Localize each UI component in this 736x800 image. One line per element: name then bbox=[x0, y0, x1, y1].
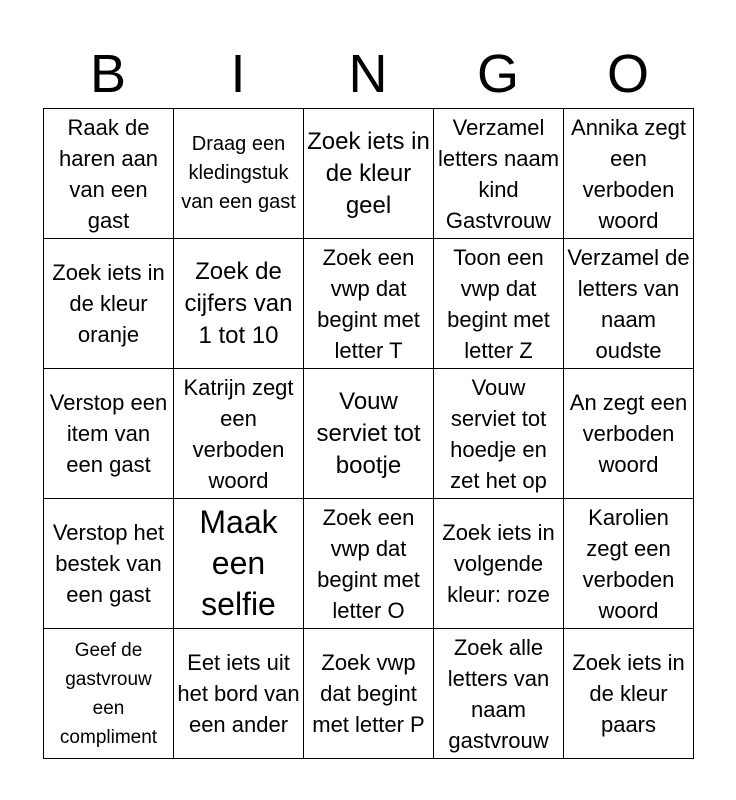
bingo-header bbox=[43, 40, 693, 108]
bingo-cell-r2c3[interactable] bbox=[304, 239, 434, 369]
bingo-cell-r4c3[interactable] bbox=[304, 499, 434, 629]
bingo-cell-r5c2[interactable] bbox=[174, 629, 304, 759]
bingo-cell-r1c1[interactable] bbox=[44, 109, 174, 239]
cell-text: Katrijn zegt een verboden woord bbox=[183, 374, 294, 493]
cell-text: Verzamel letters naam kind Gastvrouw bbox=[437, 114, 560, 233]
bingo-cell-r5c1[interactable] bbox=[44, 629, 174, 759]
cell-text: An zegt een verboden woord bbox=[569, 390, 688, 477]
cell-text: Zoek iets in de kleur paars bbox=[572, 650, 685, 737]
bingo-cell-r1c4[interactable] bbox=[434, 109, 564, 239]
cell-text: Maak een selfie bbox=[199, 504, 278, 622]
bingo-cell-r3c4[interactable] bbox=[434, 369, 564, 499]
bingo-cell-r2c1[interactable] bbox=[44, 239, 174, 369]
header-letter-n: N bbox=[348, 44, 388, 104]
bingo-cell-r1c5[interactable] bbox=[564, 109, 694, 239]
cell-text: Zoek alle letters van naam gastvrouw bbox=[447, 634, 550, 753]
cell-text: Zoek vwp dat begint met letter P bbox=[312, 650, 425, 737]
cell-text: Toon een vwp dat begint met letter Z bbox=[447, 244, 550, 363]
header-letter-o: O bbox=[606, 44, 649, 104]
cell-text: Zoek iets in de kleur oranje bbox=[52, 260, 165, 347]
bingo-cell-r5c4[interactable] bbox=[434, 629, 564, 759]
header-letter-i: I bbox=[230, 44, 246, 104]
cell-text: Geef de gastvrouw een compliment bbox=[59, 639, 158, 748]
cell-text: Verzamel de letters van naam oudste bbox=[567, 244, 690, 363]
cell-text: Eet iets uit het bord van een ander bbox=[177, 650, 300, 737]
cell-text: Zoek de cijfers van 1 tot 10 bbox=[184, 257, 293, 349]
bingo-cell-r1c3[interactable] bbox=[304, 109, 434, 239]
cell-text: Vouw serviet tot hoedje en zet het op bbox=[450, 374, 547, 493]
bingo-cell-r4c4[interactable] bbox=[434, 499, 564, 629]
bingo-cell-r5c3[interactable] bbox=[304, 629, 434, 759]
cell-text: Annika zegt een verboden woord bbox=[571, 114, 686, 233]
cell-text: Raak de haren aan van een gast bbox=[58, 114, 159, 233]
bingo-cell-r2c5[interactable] bbox=[564, 239, 694, 369]
header-letter-b: B bbox=[89, 44, 127, 104]
bingo-cell-r3c3[interactable] bbox=[304, 369, 434, 499]
cell-text: Zoek een vwp dat begint met letter O bbox=[317, 504, 420, 623]
cell-text: Verstop een item van een gast bbox=[49, 390, 168, 477]
bingo-cell-r3c2[interactable] bbox=[174, 369, 304, 499]
cell-text: Vouw serviet tot bootje bbox=[316, 387, 421, 479]
cell-text: Karolien zegt een verboden woord bbox=[582, 504, 675, 623]
bingo-cell-r4c2[interactable] bbox=[174, 499, 304, 629]
bingo-cell-r1c2[interactable] bbox=[174, 109, 304, 239]
cell-text: Zoek een vwp dat begint met letter T bbox=[317, 244, 420, 363]
bingo-grid bbox=[43, 108, 694, 759]
cell-text: Verstop het bestek van een gast bbox=[52, 520, 165, 607]
header-letter-g: G bbox=[476, 44, 519, 104]
cell-text: Draag een kledingstuk van een gast bbox=[181, 133, 296, 213]
bingo-cell-r5c5[interactable] bbox=[564, 629, 694, 759]
bingo-cell-r4c5[interactable] bbox=[564, 499, 694, 629]
cell-text: Zoek iets in de kleur geel bbox=[307, 127, 430, 219]
bingo-cell-r3c1[interactable] bbox=[44, 369, 174, 499]
bingo-cell-r2c2[interactable] bbox=[174, 239, 304, 369]
bingo-cell-r2c4[interactable] bbox=[434, 239, 564, 369]
bingo-cell-r4c1[interactable] bbox=[44, 499, 174, 629]
cell-text: Zoek iets in volgende kleur: roze bbox=[442, 520, 555, 607]
bingo-cell-r3c5[interactable] bbox=[564, 369, 694, 499]
